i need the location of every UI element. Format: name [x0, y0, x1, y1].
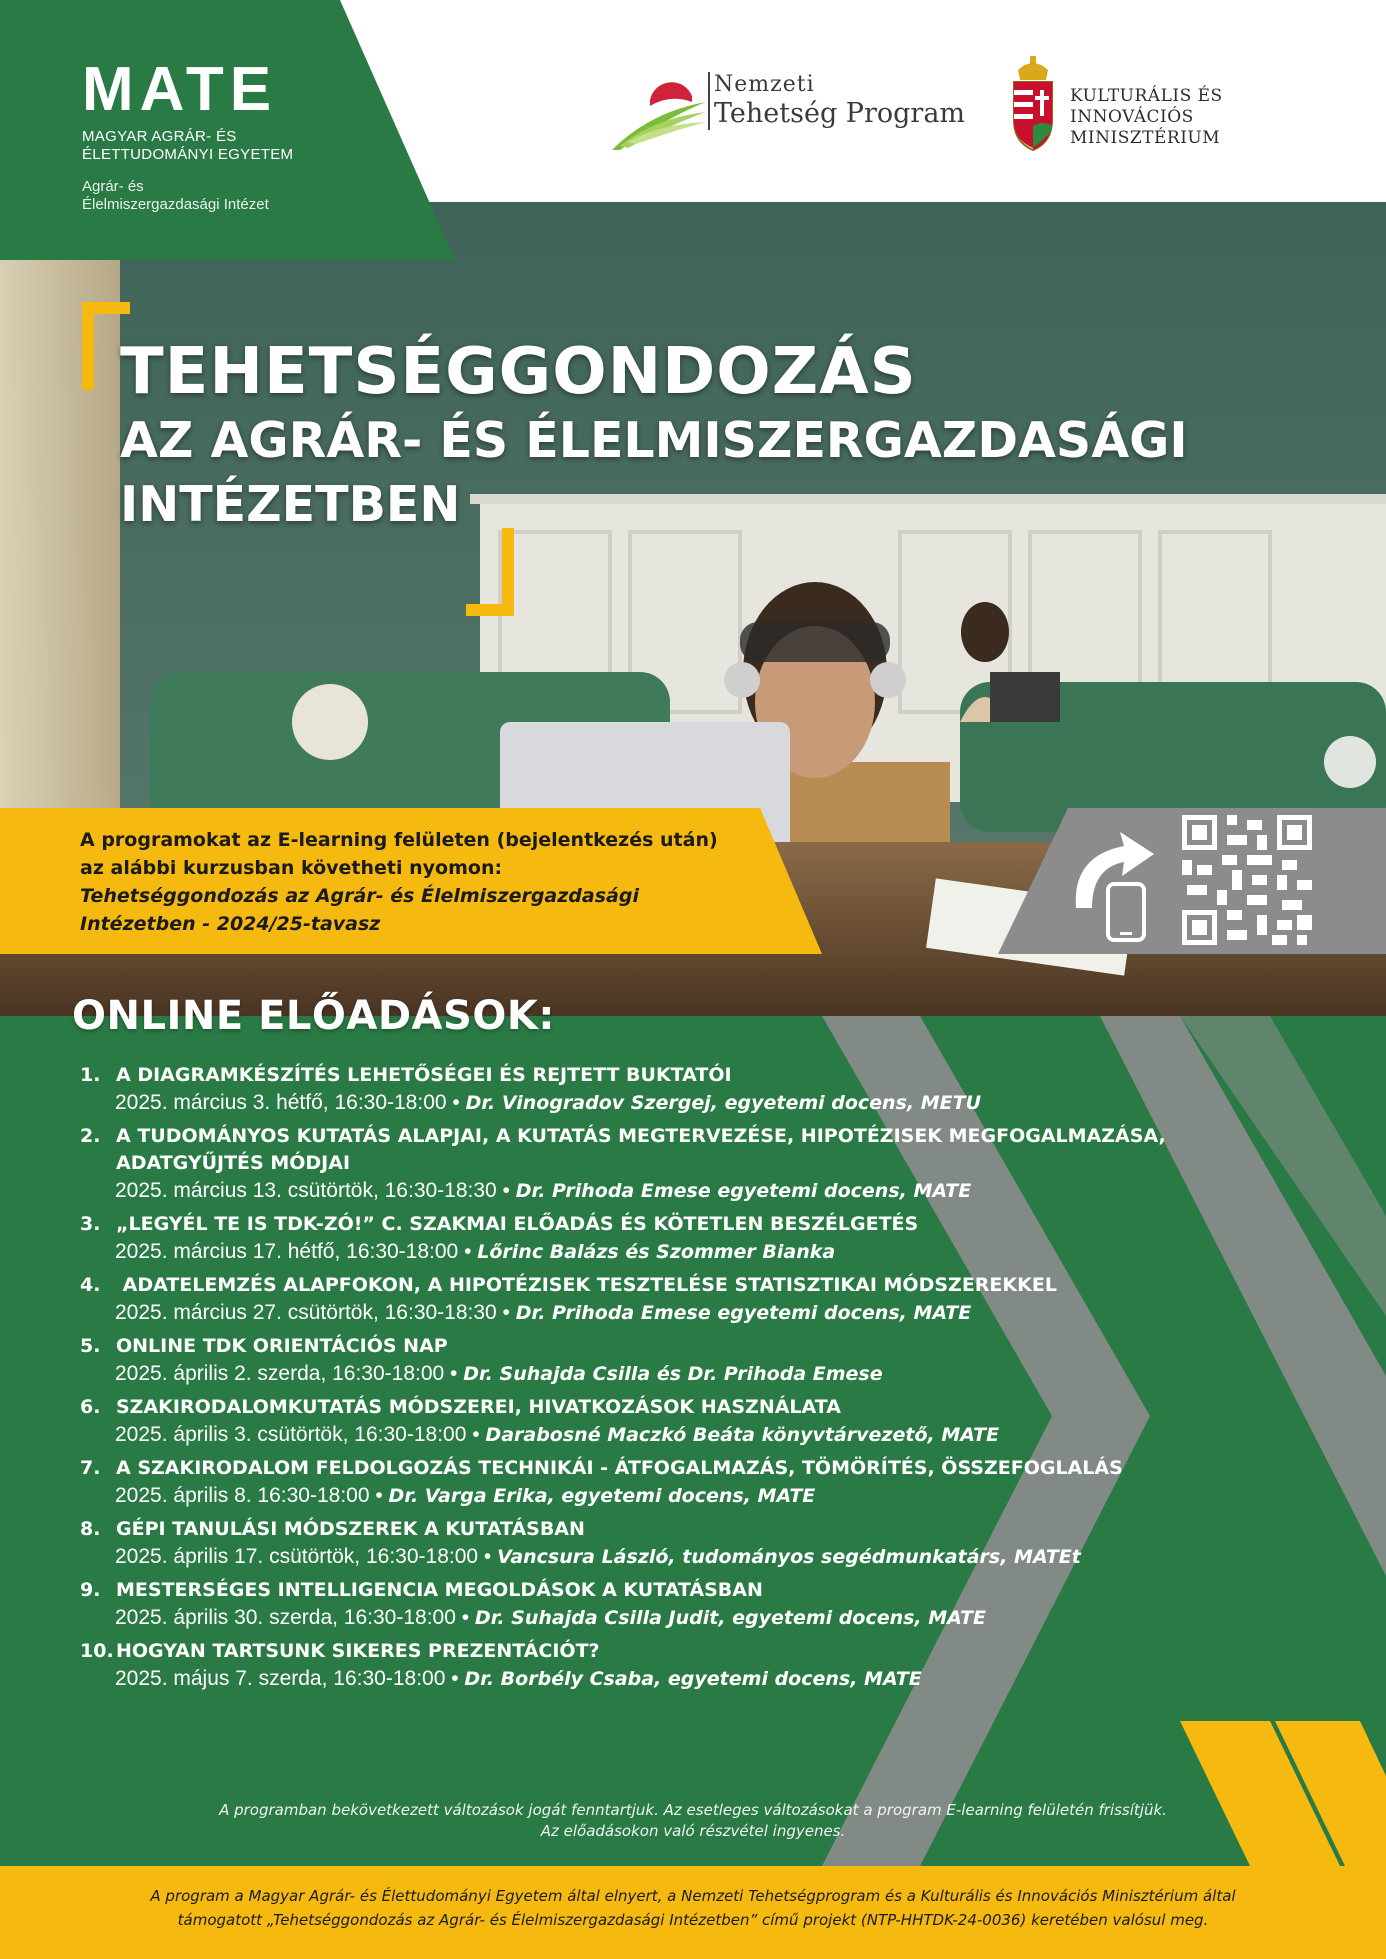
ntp-logo — [610, 68, 990, 158]
mate-wordmark: MATE — [82, 55, 278, 124]
lecture-speaker: Darabosné Maczkó Beáta könyvtárvezető, MATE — [485, 1424, 1000, 1446]
lecture-item — [80, 1516, 1260, 1571]
lecture-title: A TUDOMÁNYOS KUTATÁS ALAPJAI, A KUTATÁS MEGTERVEZÉSE, HIPOTÉZISEK MEGFOGALMAZÁSA, ADATGYŰJTÉS MÓDJAI — [116, 1125, 1166, 1174]
lecture-date: 2025. március 3. hétfő, 16:30-18:00 • — [115, 1091, 460, 1114]
title-main: TEHETSÉGGONDOZÁS — [120, 335, 917, 409]
lecture-title: ONLINE TDK ORIENTÁCIÓS NAP — [116, 1335, 448, 1357]
banner-line2: az alábbi kurzusban követheti nyomon: — [80, 857, 503, 879]
lecture-number: 1. — [80, 1064, 101, 1086]
lecture-date: 2025. április 2. szerda, 16:30-18:00 • — [115, 1362, 458, 1385]
disclaimer-line2: Az előadásokon való részvétel ingyenes. — [540, 1822, 846, 1840]
lecture-speaker: Dr. Vinogradov Szergej, egyetemi docens, METU — [465, 1092, 981, 1114]
lecture-date: 2025. március 13. csütörtök, 16:30-18:30 • — [115, 1179, 510, 1202]
lecture-item — [80, 1394, 1260, 1449]
lecture-item — [80, 1333, 1260, 1388]
banner-line1: A programokat az E-learning felületen (bejelentkezés után) — [80, 829, 718, 851]
lecture-speaker: Dr. Suhajda Csilla és Dr. Prihoda Emese — [463, 1363, 883, 1385]
lecture-date: 2025. április 30. szerda, 16:30-18:00 • — [115, 1606, 470, 1629]
lecture-number: 6. — [80, 1396, 101, 1418]
lecture-date: 2025. április 3. csütörtök, 16:30-18:00 • — [115, 1423, 480, 1446]
title-sub-line2: INTÉZETBEN — [120, 476, 461, 533]
lecture-speaker: Vancsura László, tudományos segédmunkatárs, MATEt — [497, 1546, 1081, 1568]
phone-arrow-icon — [1058, 812, 1168, 942]
title-bracket-bottom-right — [466, 528, 514, 616]
title-sub-line1: AZ AGRÁR- ÉS ÉLELMISZERGAZDASÁGI — [120, 412, 1188, 469]
lecture-title: HOGYAN TARTSUNK SIKERES PREZENTÁCIÓT? — [116, 1640, 600, 1662]
lecture-title: GÉPI TANULÁSI MÓDSZEREK A KUTATÁSBAN — [116, 1518, 585, 1540]
ministry-name: KULTURÁLIS ÉS INNOVÁCIÓS MINISZTÉRIUM — [1070, 86, 1223, 148]
footer-line1: A program a Magyar Agrár- és Élettudományi Egyetem által elnyert, a Nemzeti Tehetségprogram és a Kulturális és Innovációs Minisztérium által — [150, 1887, 1236, 1905]
mate-logo — [82, 55, 294, 214]
title-block — [120, 335, 1188, 537]
footer-text — [60, 1884, 1326, 1932]
lecture-item — [80, 1638, 1260, 1693]
coat-of-arms-icon — [1008, 56, 1058, 152]
lecture-number: 2. — [80, 1125, 101, 1147]
banner-course-line1: Tehetséggondozás az Agrár- és Élelmiszergazdasági — [80, 885, 639, 907]
lecture-list — [80, 1062, 1260, 1699]
footer-line2: támogatott „Tehetséggondozás az Agrár- és Élelmiszergazdasági Intézetben” című projekt (NTP-HHTDK-24-0036) keretében valósul meg. — [177, 1911, 1209, 1929]
lecture-title: SZAKIRODALOMKUTATÁS MÓDSZEREI, HIVATKOZÁSOK HASZNÁLATA — [116, 1396, 841, 1418]
lecture-number: 8. — [80, 1518, 101, 1540]
lecture-title: ADATELEMZÉS ALAPFOKON, A HIPOTÉZISEK TESZTELÉSE STATISZTIKAI MÓDSZEREKKEL — [116, 1274, 1057, 1296]
university-name: MAGYAR AGRÁR- ÉS ÉLETTUDOMÁNYI EGYETEM — [82, 128, 294, 163]
footer — [0, 1866, 1386, 1959]
ntp-divider — [708, 72, 710, 130]
ntp-line1: Nemzeti — [714, 72, 815, 97]
lecture-date: 2025. május 7. szerda, 16:30-18:00 • — [115, 1667, 459, 1690]
lecture-number: 7. — [80, 1457, 101, 1479]
lecture-speaker: Dr. Prihoda Emese egyetemi docens, MATE — [515, 1180, 972, 1202]
disclaimer — [0, 1800, 1386, 1842]
lecture-speaker: Dr. Prihoda Emese egyetemi docens, MATE — [515, 1302, 972, 1324]
lecture-number: 3. — [80, 1213, 101, 1235]
lecture-item — [80, 1123, 1260, 1205]
lecture-speaker: Dr. Borbély Csaba, egyetemi docens, MATE — [464, 1668, 922, 1690]
lecture-date: 2025. április 17. csütörtök, 16:30-18:00 • — [115, 1545, 492, 1568]
disclaimer-line1: A programban bekövetkezett változások jogát fenntartjuk. Az esetleges változásokat a program E-learning felületén frissítjük. — [219, 1801, 1167, 1819]
elearning-banner-text — [80, 826, 780, 938]
lecture-item — [80, 1062, 1260, 1117]
lecture-title: A DIAGRAMKÉSZÍTÉS LEHETŐSÉGEI ÉS REJTETT BUKTATÓI — [116, 1064, 732, 1086]
lecture-title: A SZAKIRODALOM FELDOLGOZÁS TECHNIKÁI - ÁTFOGALMAZÁS, TÖMÖRÍTÉS, ÖSSZEFOGLALÁS — [116, 1457, 1123, 1479]
lecture-number: 5. — [80, 1335, 101, 1357]
lecture-title: MESTERSÉGES INTELLIGENCIA MEGOLDÁSOK A KUTATÁSBAN — [116, 1579, 763, 1601]
lecture-number: 10. — [80, 1640, 114, 1662]
lecture-speaker: Dr. Suhajda Csilla Judit, egyetemi docens, MATE — [474, 1607, 987, 1629]
lecture-speaker: Lőrinc Balázs és Szommer Bianka — [477, 1241, 836, 1263]
banner-course — [80, 882, 780, 938]
lecture-item — [80, 1577, 1260, 1632]
qr-code-icon[interactable] — [1182, 815, 1312, 945]
lecture-date: 2025. március 17. hétfő, 16:30-18:00 • — [115, 1240, 472, 1263]
lectures-heading: ONLINE ELŐADÁSOK: — [72, 993, 555, 1039]
ministry-logo — [1008, 56, 1338, 156]
lecture-date: 2025. április 8. 16:30-18:00 • — [115, 1484, 383, 1507]
institute-name: Agrár- és Élelmiszergazdasági Intézet — [82, 178, 269, 213]
lecture-item — [80, 1211, 1260, 1266]
lecture-number: 4. — [80, 1274, 101, 1296]
lecture-item — [80, 1272, 1260, 1327]
lecture-item — [80, 1455, 1260, 1510]
lecture-title: „LEGYÉL TE IS TDK-ZÓ!” C. SZAKMAI ELŐADÁS ÉS KÖTETLEN BESZÉLGETÉS — [116, 1213, 919, 1235]
lecture-date: 2025. március 27. csütörtök, 16:30-18:30 • — [115, 1301, 510, 1324]
banner-course-line2: Intézetben - 2024/25-tavasz — [80, 913, 381, 935]
ntp-swoosh-icon — [610, 72, 710, 152]
lecture-speaker: Dr. Varga Erika, egyetemi docens, MATE — [388, 1485, 816, 1507]
ntp-line2: Tehetség Program — [714, 98, 966, 129]
lecture-number: 9. — [80, 1579, 101, 1601]
